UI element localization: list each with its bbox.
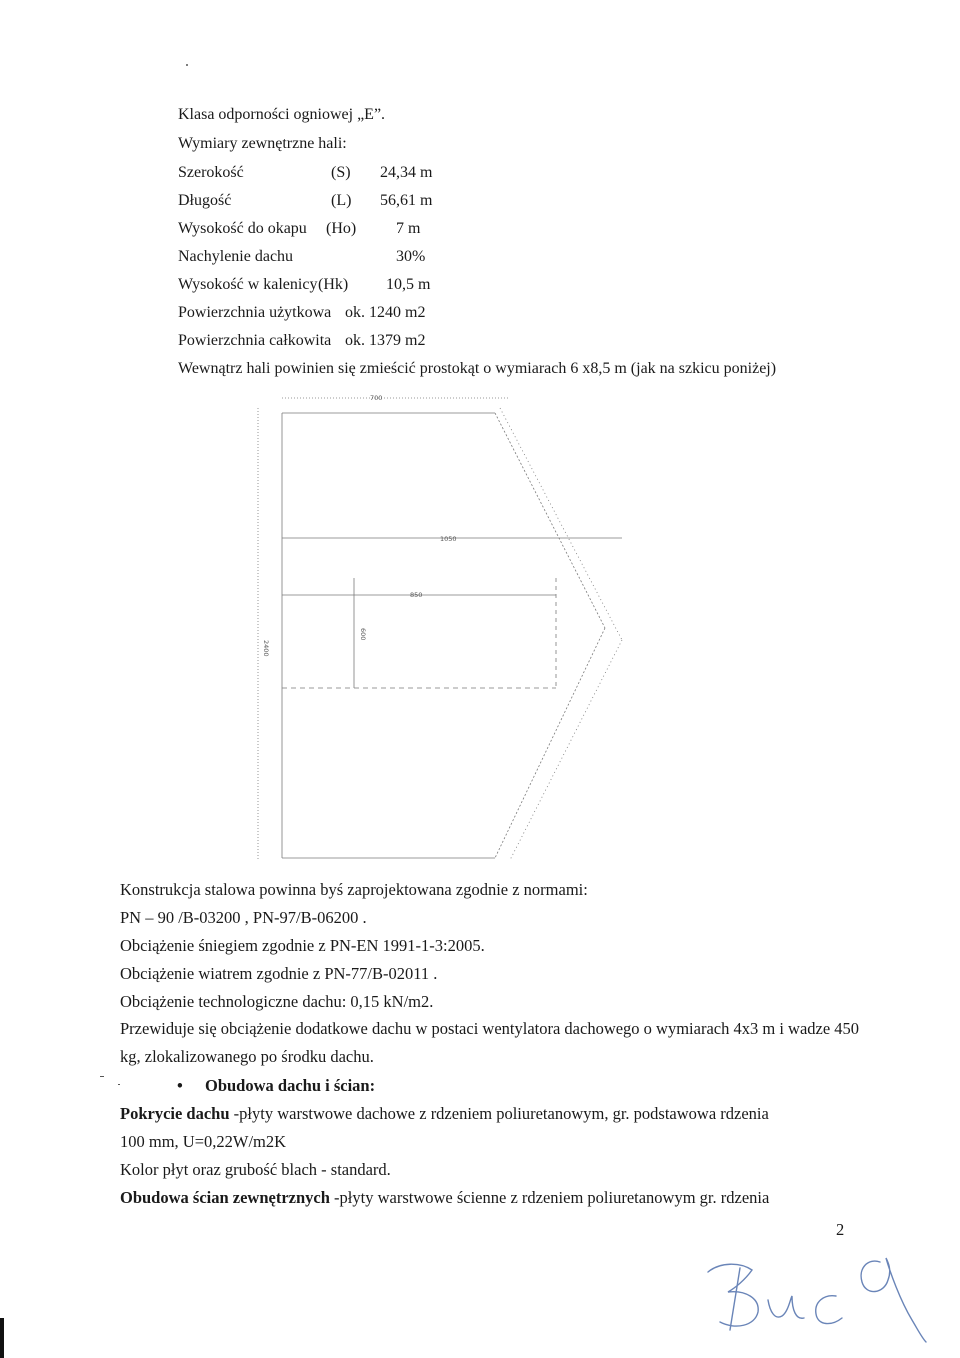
walls-label: Obudowa ścian zewnętrznych <box>120 1188 330 1207</box>
cladding-heading: Obudowa dachu i ścian: <box>205 1076 376 1095</box>
area-value: ok. 1240 m2 <box>345 304 426 321</box>
dim-label: Wysokość w kalenicy <box>178 276 318 293</box>
page-number: 2 <box>836 1220 845 1239</box>
walls-text: -płyty warstwowe ścienne z rdzeniem poliuretanowym gr. rdzenia <box>329 1188 770 1207</box>
dim-label-700: 700 <box>370 394 383 402</box>
dim-label-2400: 2400 <box>262 640 270 657</box>
area-value: ok. 1379 m2 <box>345 332 426 349</box>
dim-symbol: (Hk) <box>318 276 349 293</box>
dim-label: Wysokość do okapu <box>178 220 307 237</box>
scan-speck <box>118 1084 120 1085</box>
area-label: Powierzchnia całkowita <box>178 332 332 349</box>
dim-label: Nachylenie dachu <box>178 248 294 265</box>
roof-text: -płyty warstwowe dachowe z rdzeniem poliuretanowym, gr. podstawowa rdzenia <box>229 1104 769 1123</box>
snow-load-line: Obciążenie śniegiem zgodnie z PN-EN 1991-1-3:2005. <box>120 936 485 955</box>
standards-norms: PN – 90 /B-03200 , PN-97/B-06200 . <box>120 908 367 927</box>
extra-load-line-2: kg, zlokalizowanego po środku dachu. <box>120 1047 374 1066</box>
dim-label-600: 600 <box>359 628 367 641</box>
scan-speck <box>186 64 188 66</box>
dim-symbol: (L) <box>331 192 352 209</box>
dim-value: 24,34 m <box>380 164 433 181</box>
dimensions-heading: Wymiary zewnętrzne hali: <box>178 135 347 152</box>
dim-symbol: (S) <box>331 164 351 181</box>
dim-value: 30% <box>396 248 426 265</box>
roof-label: Pokrycie dachu <box>120 1104 230 1123</box>
area-label: Powierzchnia użytkowa <box>178 304 332 321</box>
standards-intro: Konstrukcja stalowa powinna byś zaprojektowana zgodnie z normami: <box>120 880 588 899</box>
dim-value: 7 m <box>396 220 421 237</box>
scan-speck <box>100 1076 104 1077</box>
inner-rectangle-note: Wewnątrz hali powinien się zmieścić prostokąt o wymiarach 6 x8,5 m (jak na szkicu poniżej) <box>178 360 777 377</box>
dim-value: 56,61 m <box>380 192 433 209</box>
dim-symbol: (Ho) <box>326 220 357 237</box>
fire-class-line: Klasa odporności ogniowej „E”. <box>178 106 386 123</box>
bullet-icon: • <box>177 1076 183 1095</box>
extra-load-line-1: Przewiduje się obciążenie dodatkowe dachu w postaci wentylatora dachowego o wymiarach 4x3 m i wadze 450 <box>120 1019 860 1038</box>
dim-label: Długość <box>178 192 232 209</box>
scan-edge-mark <box>0 1318 4 1358</box>
dim-value: 10,5 m <box>386 276 431 293</box>
dim-label: Szerokość <box>178 164 244 181</box>
wind-load-line: Obciążenie wiatrem zgodnie z PN-77/B-02011 . <box>120 964 438 983</box>
tech-load-line: Obciążenie technologiczne dachu: 0,15 kN/m2. <box>120 992 434 1011</box>
dim-label-850: 850 <box>410 591 423 599</box>
dim-label-1050: 1050 <box>440 535 457 543</box>
roof-line-2: 100 mm, U=0,22W/m2K <box>120 1132 287 1151</box>
color-line: Kolor płyt oraz grubość blach - standard. <box>120 1160 391 1179</box>
